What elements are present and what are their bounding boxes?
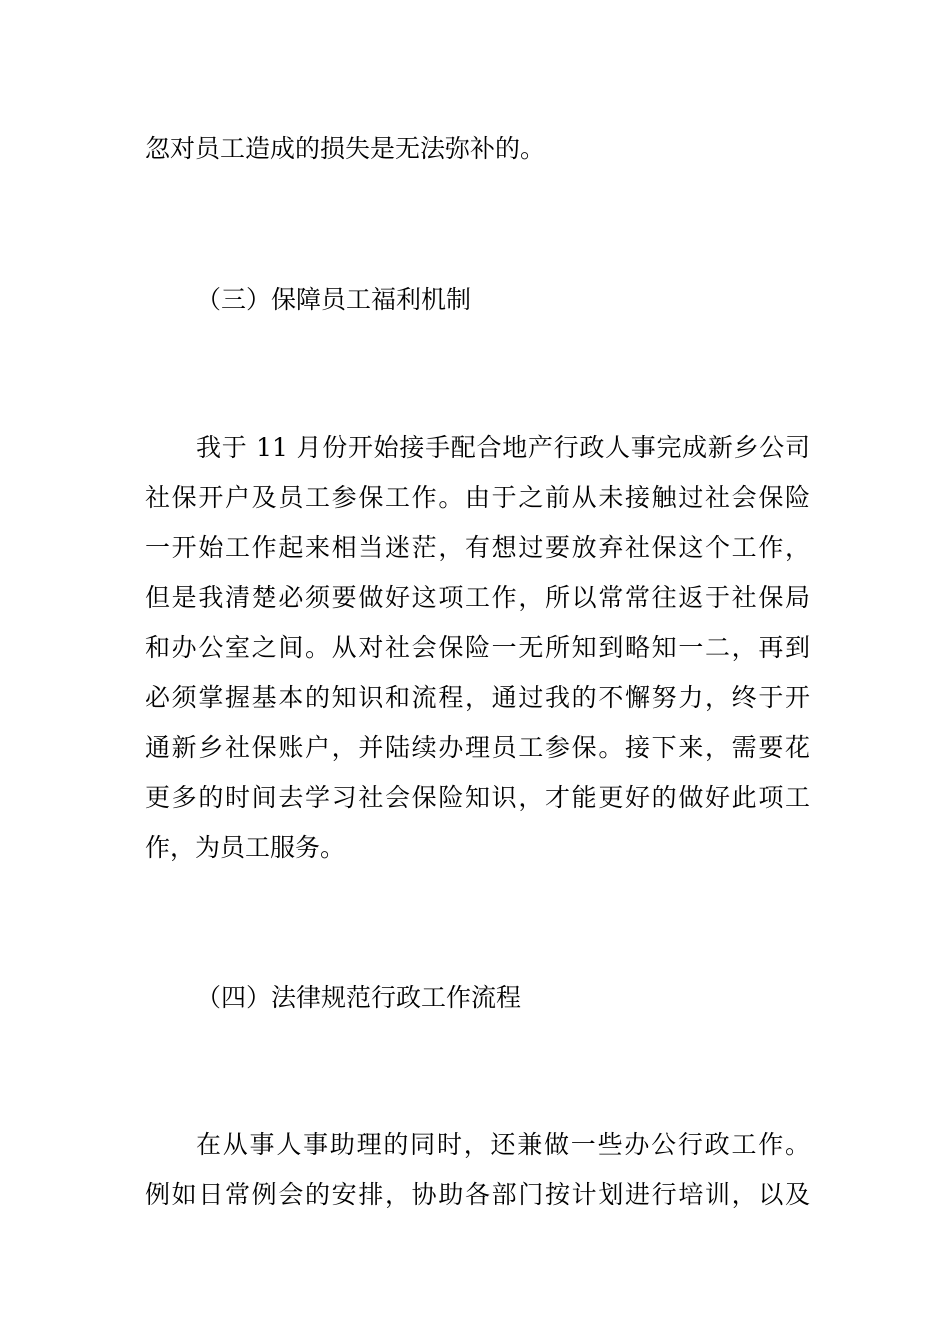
paragraph-4-line-2: 例如日常例会的安排，协助各部门按计划进行培训，以及 [145,1180,810,1209]
section-heading-3: （三）保障员工福利机制 [196,285,472,314]
paragraph-intro-line-1: 忽对员工造成的损失是无法弥补的。 [145,134,546,163]
paragraph-3-line-9: 作，为员工服务。 [145,833,346,862]
paragraph-3-line-4: 但是我清楚必须要做好这项工作，所以常常往返于社保局 [145,583,810,612]
paragraph-4-line-1: 在从事人事助理的同时，还兼做一些办公行政工作。 [196,1130,810,1159]
paragraph-3-line-7: 通新乡社保账户，并陆续办理员工参保。接下来，需要花 [145,733,810,762]
section-heading-4: （四）法律规范行政工作流程 [196,983,522,1012]
paragraph-3-line-2: 社保开户及员工参保工作。由于之前从未接触过社会保险 [145,483,810,512]
paragraph-3-line-3: 一开始工作起来相当迷茫，有想过要放弃社保这个工作， [145,533,810,562]
paragraph-3-line-5: 和办公室之间。从对社会保险一无所知到略知一二，再到 [145,633,810,662]
paragraph-3-line-1: 我于 11 月份开始接手配合地产行政人事完成新乡公司 [196,433,810,462]
paragraph-3-line-6: 必须掌握基本的知识和流程，通过我的不懈努力，终于开 [145,683,810,712]
paragraph-3-line-8: 更多的时间去学习社会保险知识，才能更好的做好此项工 [145,783,810,812]
